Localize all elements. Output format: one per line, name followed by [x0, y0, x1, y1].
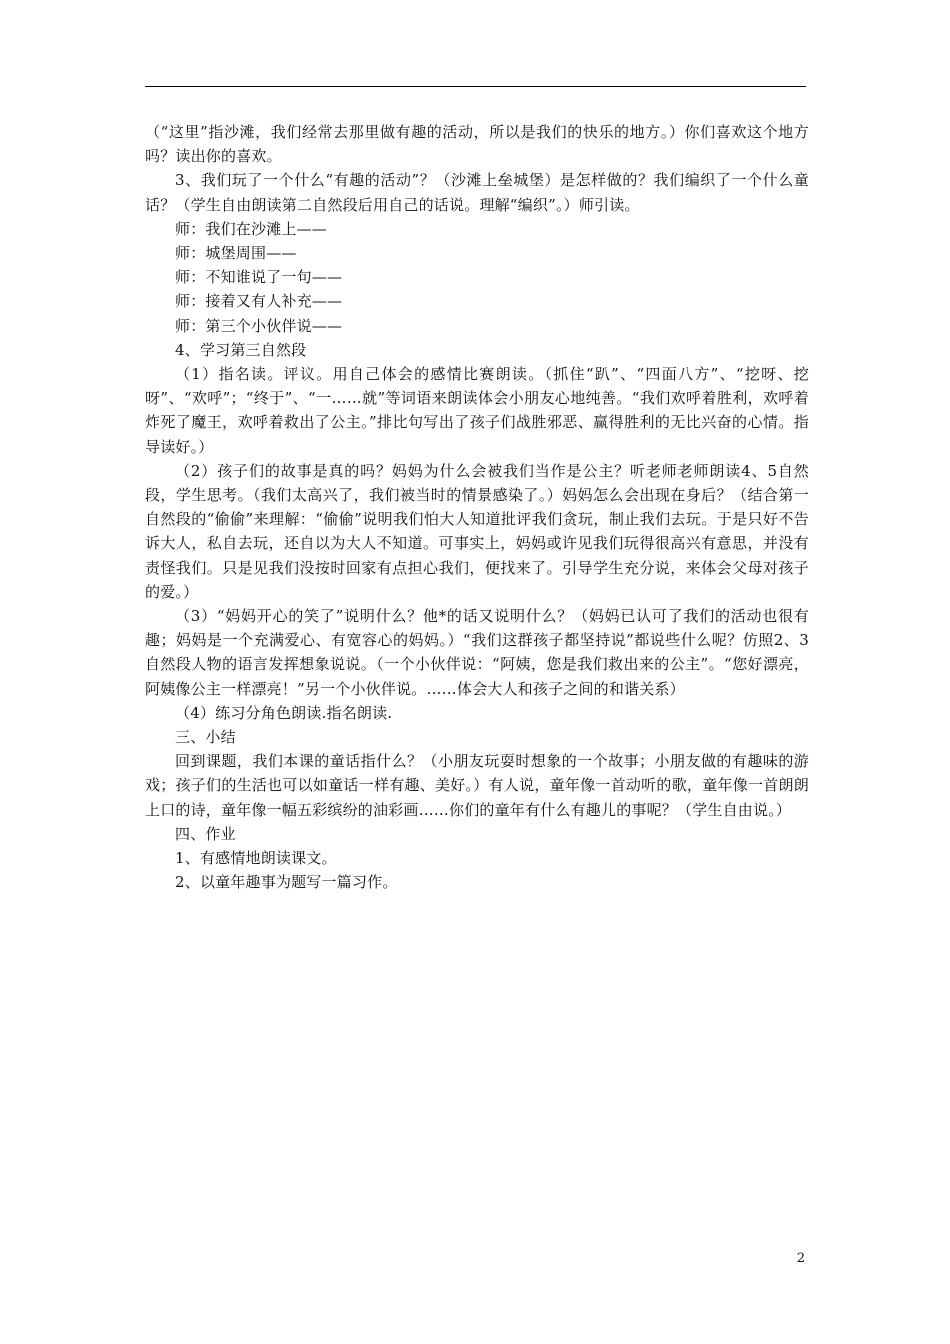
paragraph: （2）孩子们的故事是真的吗？妈妈为什么会被我们当作是公主？听老师老师朗读4、5自然段，学生思考。（我们太高兴了，我们被当时的情景感染了。）妈妈怎么会出现在身后？（结合第一自然段的“偷偷”来理解：“偷偷”说明我们怕大人知道批评我们贪玩，制止我们去玩。于是只好不告诉大人，私自去玩，还自以为大人不知道。可事实上，妈妈或许见我们玩得很高兴有意思，并没有责怪我们。只是见我们没按时回家有点担心我们，便找来了。引导学生充分说，来体会父母对孩子的爱。） [145, 461, 809, 601]
section-heading: 4、学习第三自然段 [175, 340, 307, 359]
paragraph: 师：我们在沙滩上—— [175, 219, 328, 238]
paragraph: 师：第三个小伙伴说—— [175, 316, 343, 335]
paragraph: 师：不知谁说了一句—— [175, 268, 343, 287]
paragraph: 3、我们玩了一个什么“有趣的活动”？（沙滩上垒城堡）是怎样做的？我们编织了一个什么童话？（学生自由朗读第二自然段后用自己的话说。理解“编织”。）师引读。 [145, 171, 809, 214]
section-heading: 三、小结 [175, 728, 236, 747]
paragraph: （4）练习分角色朗读.指名朗读. [175, 703, 393, 722]
header-rule [145, 86, 806, 87]
paragraph: （1）指名读。评议。用自己体会的感情比赛朗读。（抓住“趴”、“四面八方”、“挖呀、挖呀”、“欢呼”；“终于”、“一……就”等词语来朗读体会小朋友心地纯善。“我们欢呼着胜利，欢呼着炸死了魔王，欢呼着救出了公主。”排比句写出了孩子们战胜邪恶、赢得胜利的无比兴奋的心情。指导读好。） [145, 365, 809, 456]
paragraph: 1、有感情地朗读课文。 [175, 849, 337, 868]
paragraph: 师：接着又有人补充—— [175, 292, 343, 311]
paragraph: （3）“妈妈开心的笑了”说明什么？他*的话又说明什么？（妈妈已认可了我们的活动也很有趣；妈妈是一个充满爱心、有宽容心的妈妈。）“我们这群孩子都坚持说”都说些什么呢？仿照2、3自然段人物的语言发挥想象说说。（一个小伙伴说：“阿姨，您是我们救出来的公主”。“您好漂亮，阿姨像公主一样漂亮！”另一个小伙伴说。……体会大人和孩子之间的和谐关系） [145, 607, 809, 698]
paragraph: 师：城堡周围—— [175, 244, 297, 263]
paragraph: （“这里”指沙滩，我们经常去那里做有趣的活动，所以是我们的快乐的地方。）你们喜欢这个地方吗？读出你的喜欢。 [145, 123, 809, 166]
paragraph: 2、以童年趣事为题写一篇习作。 [175, 873, 398, 892]
paragraph: 回到课题，我们本课的童话指什么？（小朋友玩耍时想象的一个故事；小朋友做的有趣味的游戏；孩子们的生活也可以如童话一样有趣、美好。）有人说，童年像一首动听的歌，童年像一首朗朗上口的诗，童年像一幅五彩缤纷的油彩画……你们的童年有什么有趣儿的事呢？（学生自由说。） [145, 752, 809, 819]
page-number: 2 [796, 1251, 805, 1266]
section-heading: 四、作业 [175, 824, 236, 843]
document-body [145, 120, 809, 895]
